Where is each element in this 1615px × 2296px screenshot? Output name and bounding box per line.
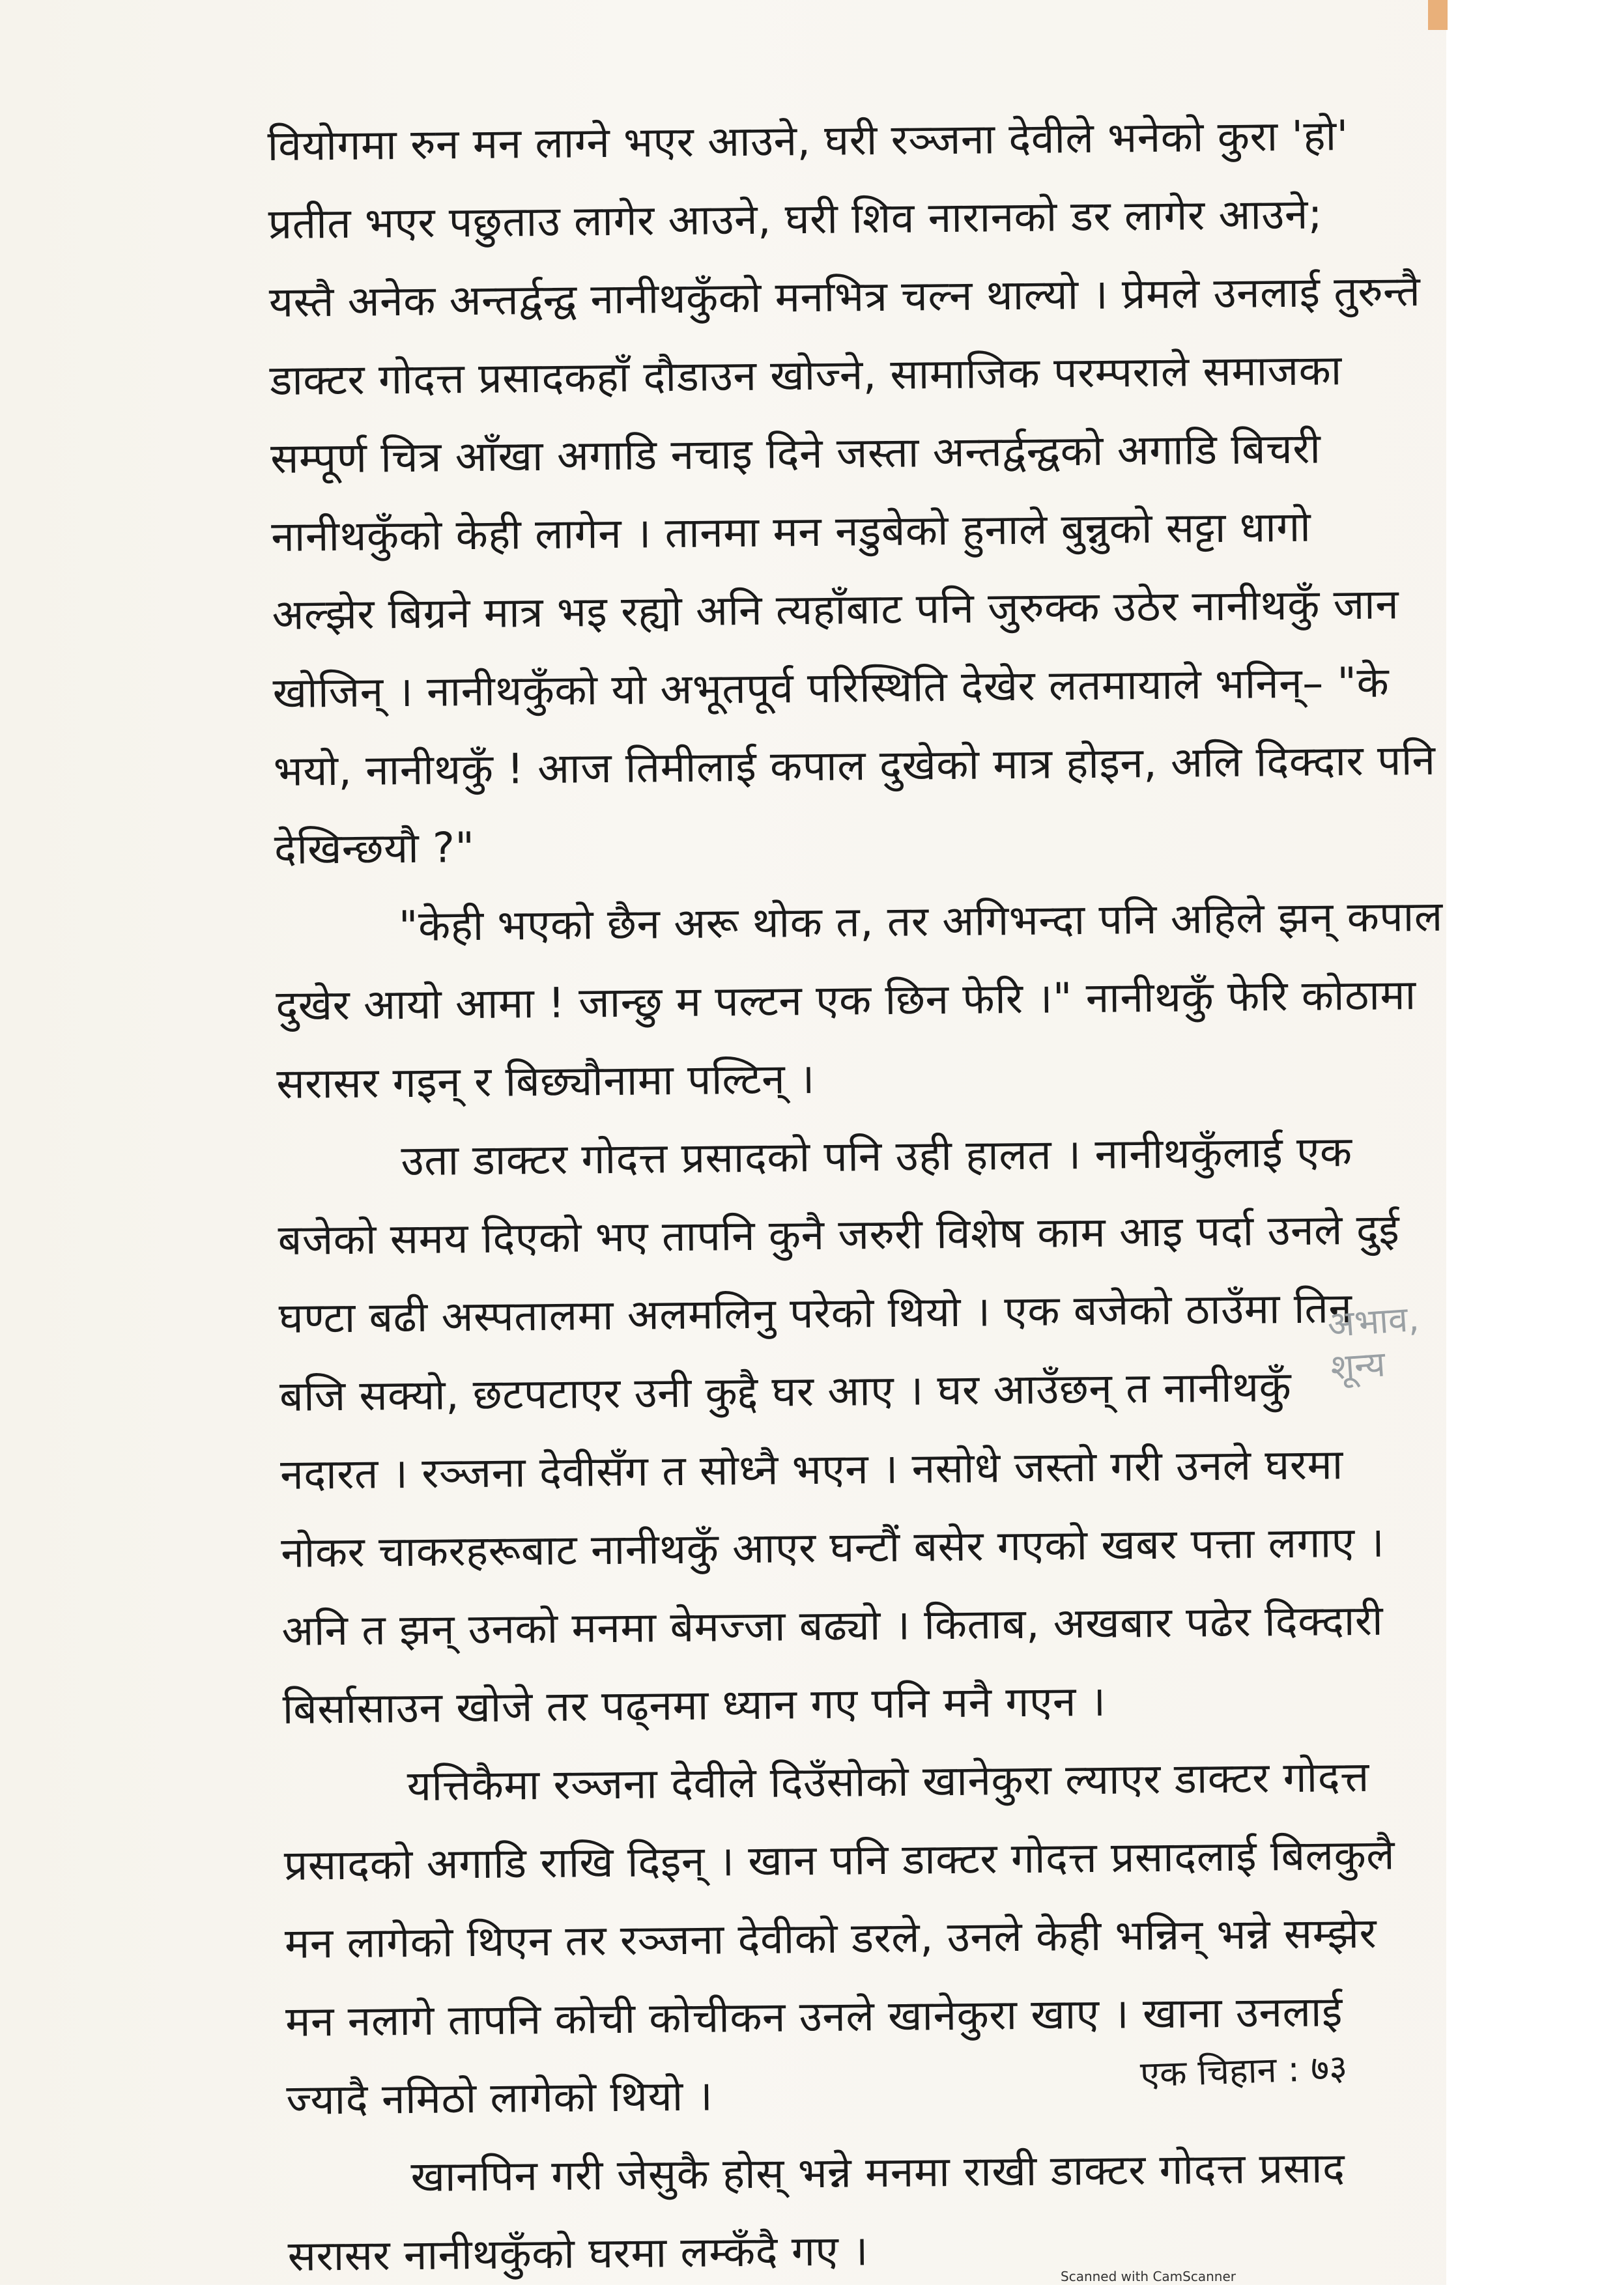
text-line: यत्तिकैमा रञ्जना देवीले दिउँसोको खानेकुरा ल्याएर डाक्टर गोदत्त xyxy=(407,1753,1370,1811)
text-line: बजेको समय दिएको भए तापनि कुनै जरुरी विशेष काम आइ पर्दा उनले दुई xyxy=(278,1206,1400,1265)
margin-note-line: शून्य xyxy=(1329,1343,1387,1389)
text-line: प्रतीत भएर पछुताउ लागेर आउने, घरी शिव नारानको डर लागेर आउने; xyxy=(268,190,1323,249)
margin-note-line: अभाव, xyxy=(1326,1297,1421,1346)
text-line: सरासर गइन् र बिछ्यौनामा पल्टिन् । xyxy=(276,1055,816,1109)
text-line: अल्झेर बिग्रने मात्र भइ रह्यो अनि त्यहाँबाट पनि जुरुक्क उठेर नानीथकुँ जान xyxy=(272,580,1399,640)
text-line: मन लागेको थिएन तर रञ्जना देवीको डरले, उनले केही भन्निन् भन्ने सम्झेर xyxy=(284,1909,1377,1968)
text-line: नदारत । रञ्जना देवीसँग त सोध्नै भएन । नसोधे जस्तो गरी उनले घरमा xyxy=(279,1441,1344,1499)
page-margin xyxy=(1446,0,1615,2285)
text-line: भयो, नानीथकुँ ! आज तिमीलाई कपाल दुखेको मात्र होइन, अलि दिक्दार पनि xyxy=(273,736,1436,796)
text-line: प्रसादको अगाडि राखि दिइन् । खान पनि डाक्टर गोदत्त प्रसादलाई बिलकुलै xyxy=(283,1831,1395,1890)
text-line: यस्तै अनेक अन्तर्द्वन्द्व नानीथकुँको मनभित्र चल्न थाल्यो । प्रेमले उनलाई तुरुन्तै xyxy=(268,268,1421,327)
running-footer: एक चिहान : ७३ xyxy=(1139,2047,1349,2095)
text-line: घण्टा बढी अस्पतालमा अलमलिनु परेको थियो । एक बजेको ठाउँमा तिन xyxy=(278,1284,1352,1343)
text-line: खानपिन गरी जेसुकै होस् भन्ने मनमा राखी डाक्टर गोदत्त प्रसाद xyxy=(410,2144,1345,2202)
text-line: ज्यादै नमिठो लागेको थियो । xyxy=(286,2072,713,2125)
text-line: मन नलागे तापनि कोची कोचीकन उनले खानेकुरा खाए । खाना उनलाई xyxy=(285,1988,1343,2047)
text-line: खोजिन् । नानीथकुँको यो अभूतपूर्व परिस्थिति देखेर लतमायाले भनिन्– "के xyxy=(272,659,1390,718)
text-line: सम्पूर्ण चित्र आँखा अगाडि नचाइ दिने जस्ता अन्तर्द्वन्द्वको अगाडि बिचरी xyxy=(270,425,1321,483)
text-line: नानीथकुँको केही लागेन । तानमा मन नडुबेको हुनाले बुन्नुको सट्टा धागो xyxy=(270,503,1311,561)
text-line: नोकर चाकरहरूबाट नानीथकुँ आएर घन्टौं बसेर गएको खबर पत्ता लगाए । xyxy=(280,1518,1385,1578)
scanner-watermark: Scanned with CamScanner xyxy=(1061,2269,1236,2284)
text-line: डाक्टर गोदत्त प्रसादकहाँ दौडाउन खोज्ने, सामाजिक परम्पराले समाजका xyxy=(269,347,1343,405)
text-line: वियोगमा रुन मन लाग्ने भएर आउने, घरी रञ्जना देवीले भनेको कुरा 'हो' xyxy=(267,112,1349,171)
text-line: "केही भएको छैन अरू थोक त, तर अगिभन्दा पनि अहिले झन् कपाल xyxy=(398,892,1444,952)
page-edge-tab xyxy=(1428,0,1448,30)
handwritten-margin-note xyxy=(1326,1296,1450,1389)
text-line: अनि त झन् उनको मनमा बेमज्जा बढ्यो । किताब, अखबार पढेर दिक्दारी xyxy=(281,1596,1384,1656)
text-line: उता डाक्टर गोदत्त प्रसादको पनि उही हालत । नानीथकुँलाई एक xyxy=(401,1128,1352,1186)
text-line: बजि सक्यो, छटपटाएर उनी कुद्दै घर आए । घर आउँछन् त नानीथकुँ xyxy=(279,1363,1292,1421)
text-line: सरासर नानीथकुँको घरमा लम्कँदै गए । xyxy=(287,2227,869,2281)
text-line: दुखेर आयो आमा ! जान्छु म पल्टन एक छिन फेरि ।" नानीथकुँ फेरि कोठामा xyxy=(275,971,1417,1030)
text-line: बिर्सासाउन खोजे तर पढ्नमा ध्यान गए पनि मनै गएन । xyxy=(282,1677,1106,1734)
text-line: देखिन्छयौ ?" xyxy=(274,823,475,874)
